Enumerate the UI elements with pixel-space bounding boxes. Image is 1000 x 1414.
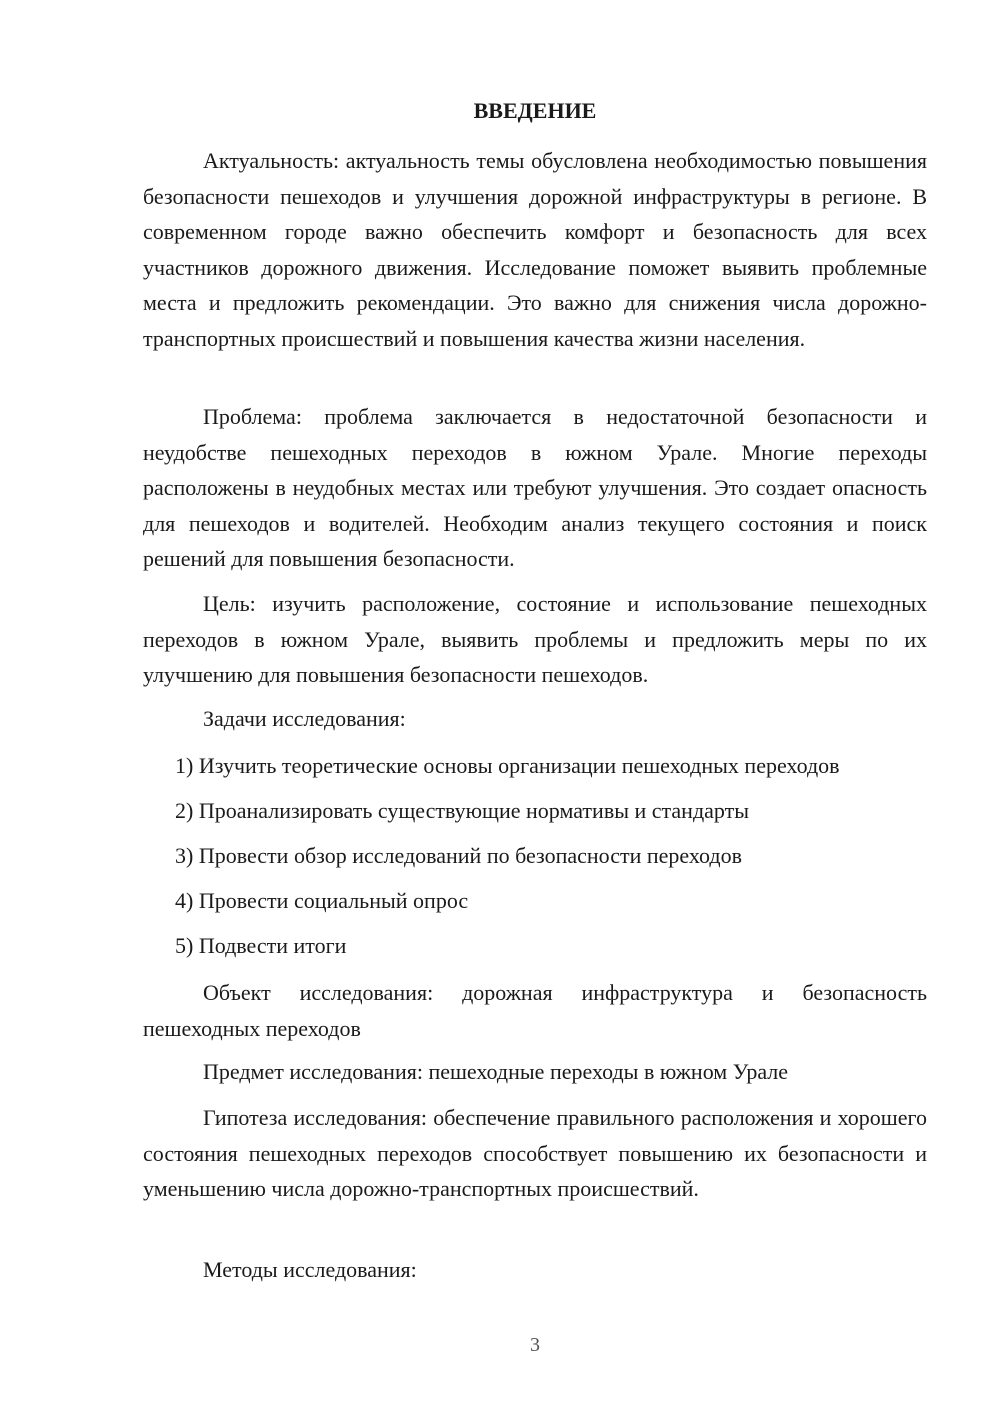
list-item: 1) Изучить теоретические основы организации пешеходных переходов (175, 753, 840, 778)
list-item: 3) Провести обзор исследований по безопасности переходов (175, 843, 742, 868)
list-item: 4) Провести социальный опрос (175, 888, 469, 913)
section-title: ВВЕДЕНИЕ (473, 98, 597, 123)
tasks-heading: Задачи исследования: (203, 706, 406, 731)
paragraph-hypothesis: Гипотеза исследования: обеспечение правильного расположения и хорошего состояния пешеходных переходов способствует повышению их безопасности и уменьшению числа дорожно-транспортных происшествий. (143, 1105, 927, 1201)
paragraph-goal: Цель: изучить расположение, состояние и использование пешеходных переходов в южном Урале, выявить проблемы и предложить меры по их улучшению для повышения безопасности пешеходов. (143, 591, 927, 687)
list-item: 2) Проанализировать существующие нормативы и стандарты (175, 798, 750, 823)
paragraph-object: Объект исследования: дорожная инфраструктура и безопасность пешеходных переходов (143, 980, 927, 1041)
paragraph-relevance: Актуальность: актуальность темы обусловлена необходимостью повышения безопасности пешеходов и улучшения дорожной инфраструктуры в регионе. В современном городе важно обеспечить комфорт и безопасность для всех участников дорожного движения. Исследование поможет выявить проблемные места и предложить рекомендации. Это важно для снижения числа дорожно-транспортных происшествий и повышения качества жизни населения. (143, 148, 927, 351)
methods-heading: Методы исследования: (203, 1257, 417, 1282)
page-number: 3 (530, 1334, 540, 1356)
list-item: 5) Подвести итоги (175, 933, 347, 958)
document-page (143, 0, 927, 1414)
paragraph-problem: Проблема: проблема заключается в недостаточной безопасности и неудобстве пешеходных переходов в южном Урале. Многие переходы расположены в неудобных местах или требуют улучшения. Это создает опасность для пешеходов и водителей. Необходим анализ текущего состояния и поиск решений для повышения безопасности. (143, 404, 927, 571)
paragraph-subject: Предмет исследования: пешеходные переходы в южном Урале (203, 1059, 789, 1084)
